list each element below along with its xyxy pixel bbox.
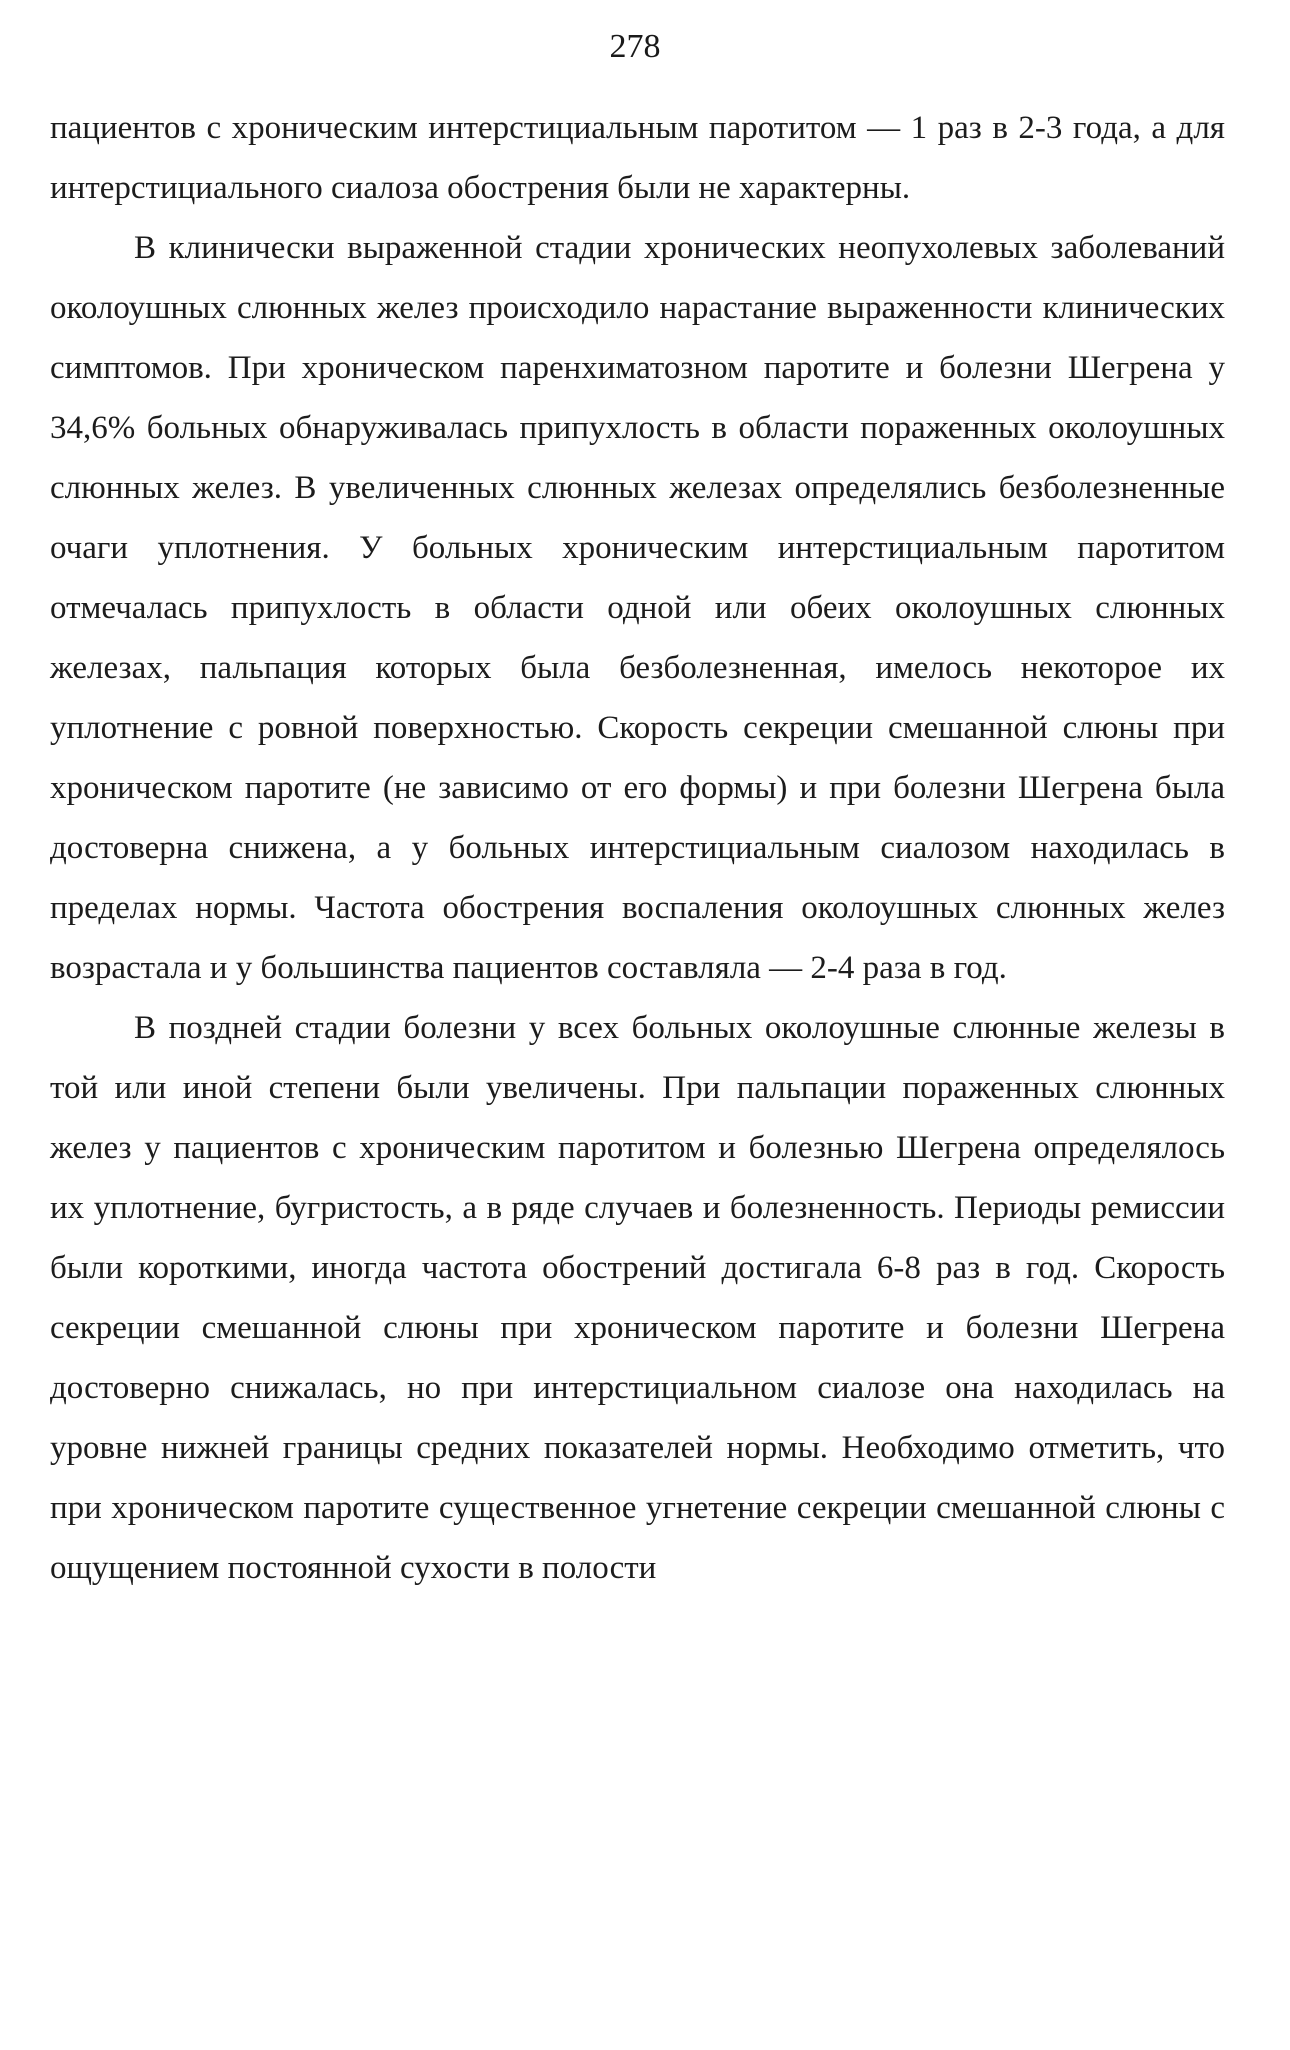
paragraph-late-stage: В поздней стадии болезни у всех больных околоушные слюнные железы в той или иной степени были увеличены. При пальпации пораженных слюнных желез у пациентов с хроническим паротитом и болезнью Шегрена определялось их уплотнение, бугристость, а в ряде случаев и болезненность. Периоды ремиссии были короткими, иногда частота обострений достигала 6-8 раз в год. Скорость секреции смешанной слюны при хроническом паротите и болезни Шегрена достоверно снижалась, но при интерстициальном сиалозе она находилась на уровне нижней границы средних показателей нормы. Необходимо отметить, что при хроническом паротите существенное угнетение секреции смешанной слюны с ощущением постоянной сухости в полости	[50, 1010, 1225, 1586]
document-body	[50, 98, 1225, 1598]
page-number: 278	[609, 28, 661, 65]
paragraph-continuation: пациентов с хроническим интерстициальным паротитом — 1 раз в 2-3 года, а для интерстициального сиалоза обострения были не характерны.	[50, 110, 1225, 206]
paragraph-clinical-stage: В клинически выраженной стадии хронических неопухолевых заболеваний околоушных слюнных желез происходило нарастание выраженности клинических симптомов. При хроническом паренхиматозном паротите и болезни Шегрена у 34,6% больных обнаруживалась припухлость в области пораженных околоушных слюнных желез. В увеличенных слюнных железах определялись безболезненные очаги уплотнения. У больных хроническим интерстициальным паротитом отмечалась припухлость в области одной или обеих околоушных слюнных железах, пальпация которых была безболезненная, имелось некоторое их уплотнение с ровной поверхностью. Скорость секреции смешанной слюны при хроническом паротите (не зависимо от его формы) и при болезни Шегрена была достоверна снижена, а у больных интерстициальным сиалозом находилась в пределах нормы. Частота обострения воспаления околоушных слюнных желез возрастала и у большинства пациентов составляла — 2-4 раза в год.	[50, 230, 1225, 986]
